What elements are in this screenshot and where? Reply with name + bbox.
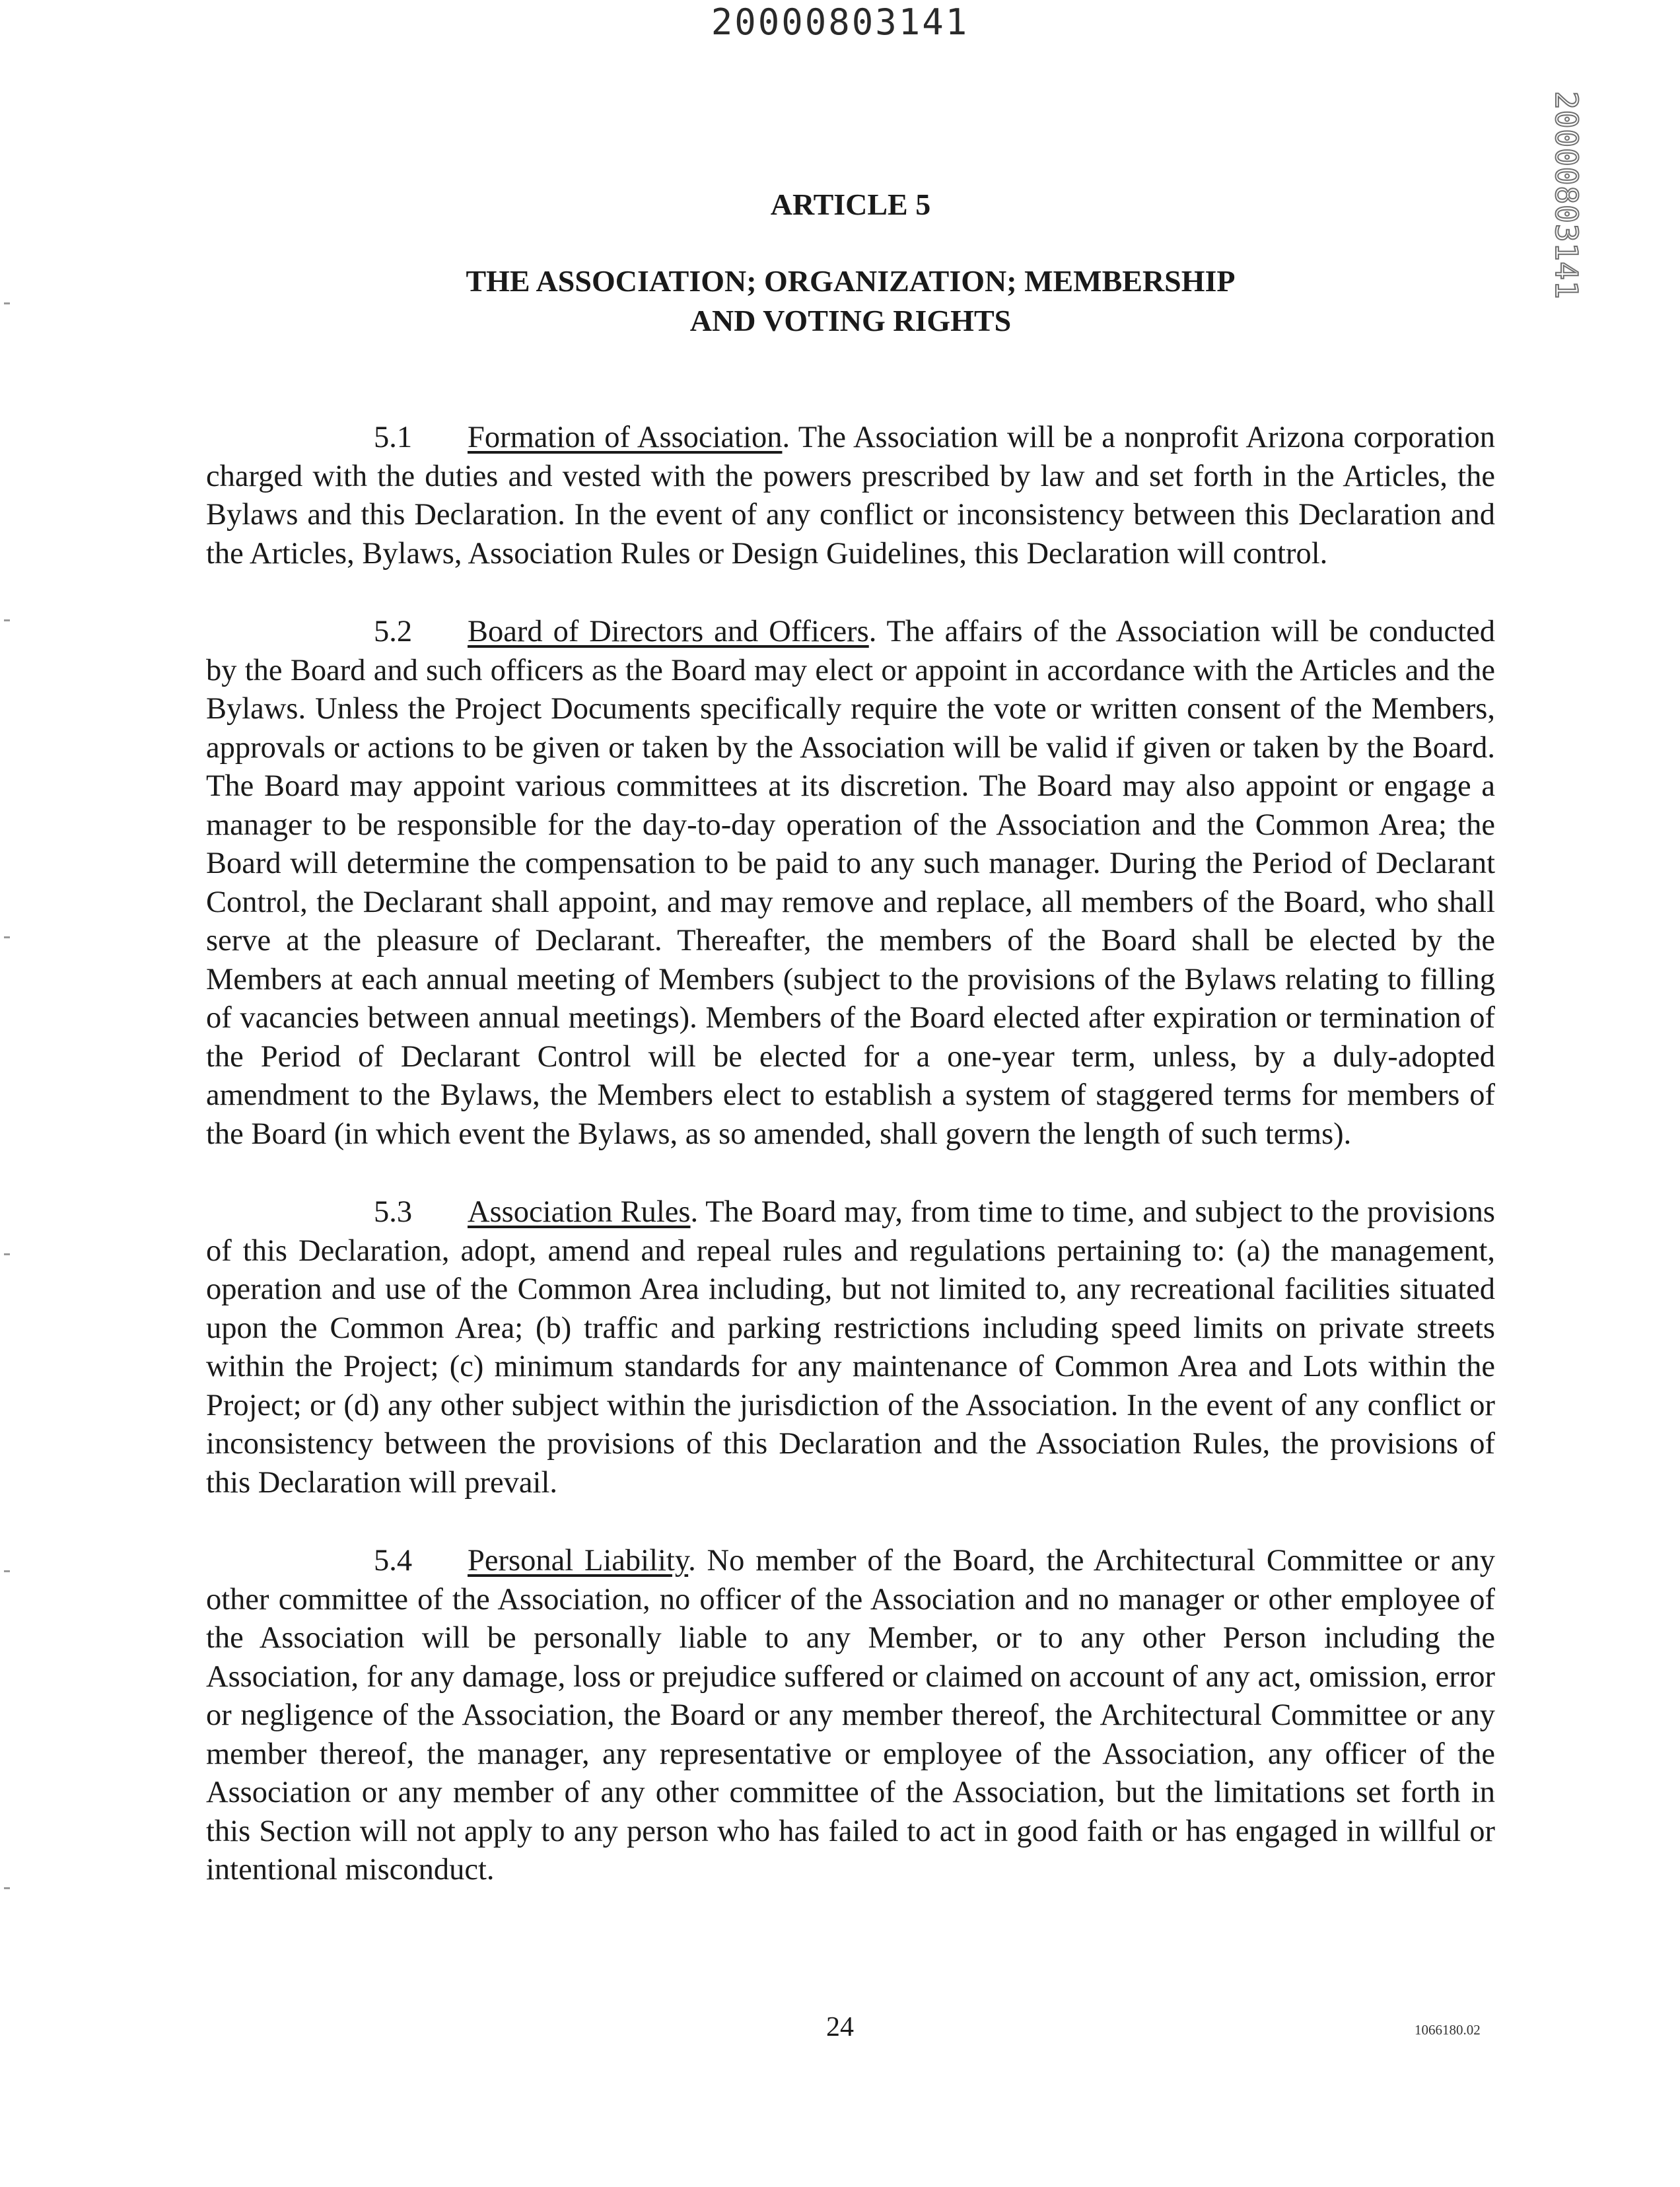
section-number: 5.4: [374, 1544, 413, 1578]
section-number: 5.3: [374, 1195, 413, 1229]
scan-edge-mark: [4, 936, 10, 938]
section-5-3: [206, 1193, 1495, 1502]
scan-edge-mark: [4, 1570, 10, 1572]
recording-number-top: 20000803141: [711, 1, 969, 43]
section-5-4: [206, 1542, 1495, 1890]
section-5-1: [206, 419, 1495, 573]
recording-number-side-text: 20000803141: [1549, 91, 1584, 300]
section-body: . No member of the Board, the Architectural Committee or any other committee of the Association, no officer of the Association and no manager or other employee of the Association will be personally liable to any Member, or to any other Person including the Association, for any damage, loss or prejudice suffered or claimed on account of any act, omission, error or negligence of the Association, the Board or any member thereof, the Architectural Committee or any member thereof, the manager, any representative or employee of the Association, any officer of the Association or any member of any other committee of the Association, but the limitations set forth in this Section will not apply to any person who has failed to act in good faith or has engaged in willful or intentional misconduct.: [206, 1544, 1495, 1887]
section-title: Formation of Association: [468, 421, 783, 454]
article-label: ARTICLE 5: [770, 188, 931, 221]
section-body: . The affairs of the Association will be conducted by the Board and such officers as the Board may elect or appoint in accordance with the Articles and the Bylaws. Unless the Project Documents specifically require the vote or written consent of the Members, approvals or actions to be given or taken by the Association will be valid if given or taken by the Board. The Board may appoint various committees at its discretion. The Board may also appoint or engage a manager to be responsible for the day-to-day operation of the Association and the Common Area; the Board will determine the compensation to be paid to any such manager. During the Period of Declarant Control, the Declarant shall appoint, and may remove and replace, all members of the Board, who shall serve at the pleasure of Declarant. Thereafter, the members of the Board shall be elected by the Members at each annual meeting of Members (subject to the provisions of the Bylaws relating to filling of vacancies between annual meetings). Members of the Board elected after expiration or termination of the Period of Declarant Control will be elected for a one-year term, unless, by a duly-adopted amendment to the Bylaws, the Members elect to establish a system of staggered terms for members of the Board (in which event the Bylaws, as so amended, shall govern the length of such terms).: [206, 615, 1495, 1151]
scan-edge-mark: [4, 1887, 10, 1889]
scan-edge-mark: [4, 619, 10, 621]
section-body: . The Association will be a nonprofit Arizona corporation charged with the duties and vested with the powers prescribed by law and set forth in the Articles, the Bylaws and this Declaration. In the event of any conflict or inconsistency between this Declaration and the Articles, Bylaws, Association Rules or Design Guidelines, this Declaration will control.: [206, 421, 1495, 571]
section-body: . The Board may, from time to time, and subject to the provisions of this Declaration, adopt, amend and repeal rules and regulations pertaining to: (a) the management, operation and use of the Common Area including, but not limited to, any recreational facilities situated upon the Common Area; (b) traffic and parking restrictions including speed limits on private streets within the Project; (c) minimum standards for any maintenance of Common Area and Lots within the Project; or (d) any other subject within the jurisdiction of the Association. In the event of any conflict or inconsistency between the provisions of this Declaration and the Association Rules, the provisions of this Declaration will prevail.: [206, 1195, 1495, 1500]
section-title: Board of Directors and Officers: [468, 615, 869, 648]
scan-edge-mark: [4, 1253, 10, 1255]
recording-number-side-stamp: [1540, 91, 1593, 309]
section-number: 5.1: [374, 421, 413, 454]
section-number: 5.2: [374, 615, 413, 648]
document-body: [206, 185, 1495, 1929]
section-title: Personal Liability: [468, 1544, 689, 1578]
scan-edge-mark: [4, 302, 10, 304]
document-code: 1066180.02: [1415, 2022, 1481, 2038]
page-number: 24: [826, 2012, 854, 2042]
article-title: THE ASSOCIATION; ORGANIZATION; MEMBERSHIP AND VOTING RIGHTS: [466, 264, 1236, 337]
section-title: Association Rules: [468, 1195, 691, 1229]
section-5-2: [206, 613, 1495, 1154]
